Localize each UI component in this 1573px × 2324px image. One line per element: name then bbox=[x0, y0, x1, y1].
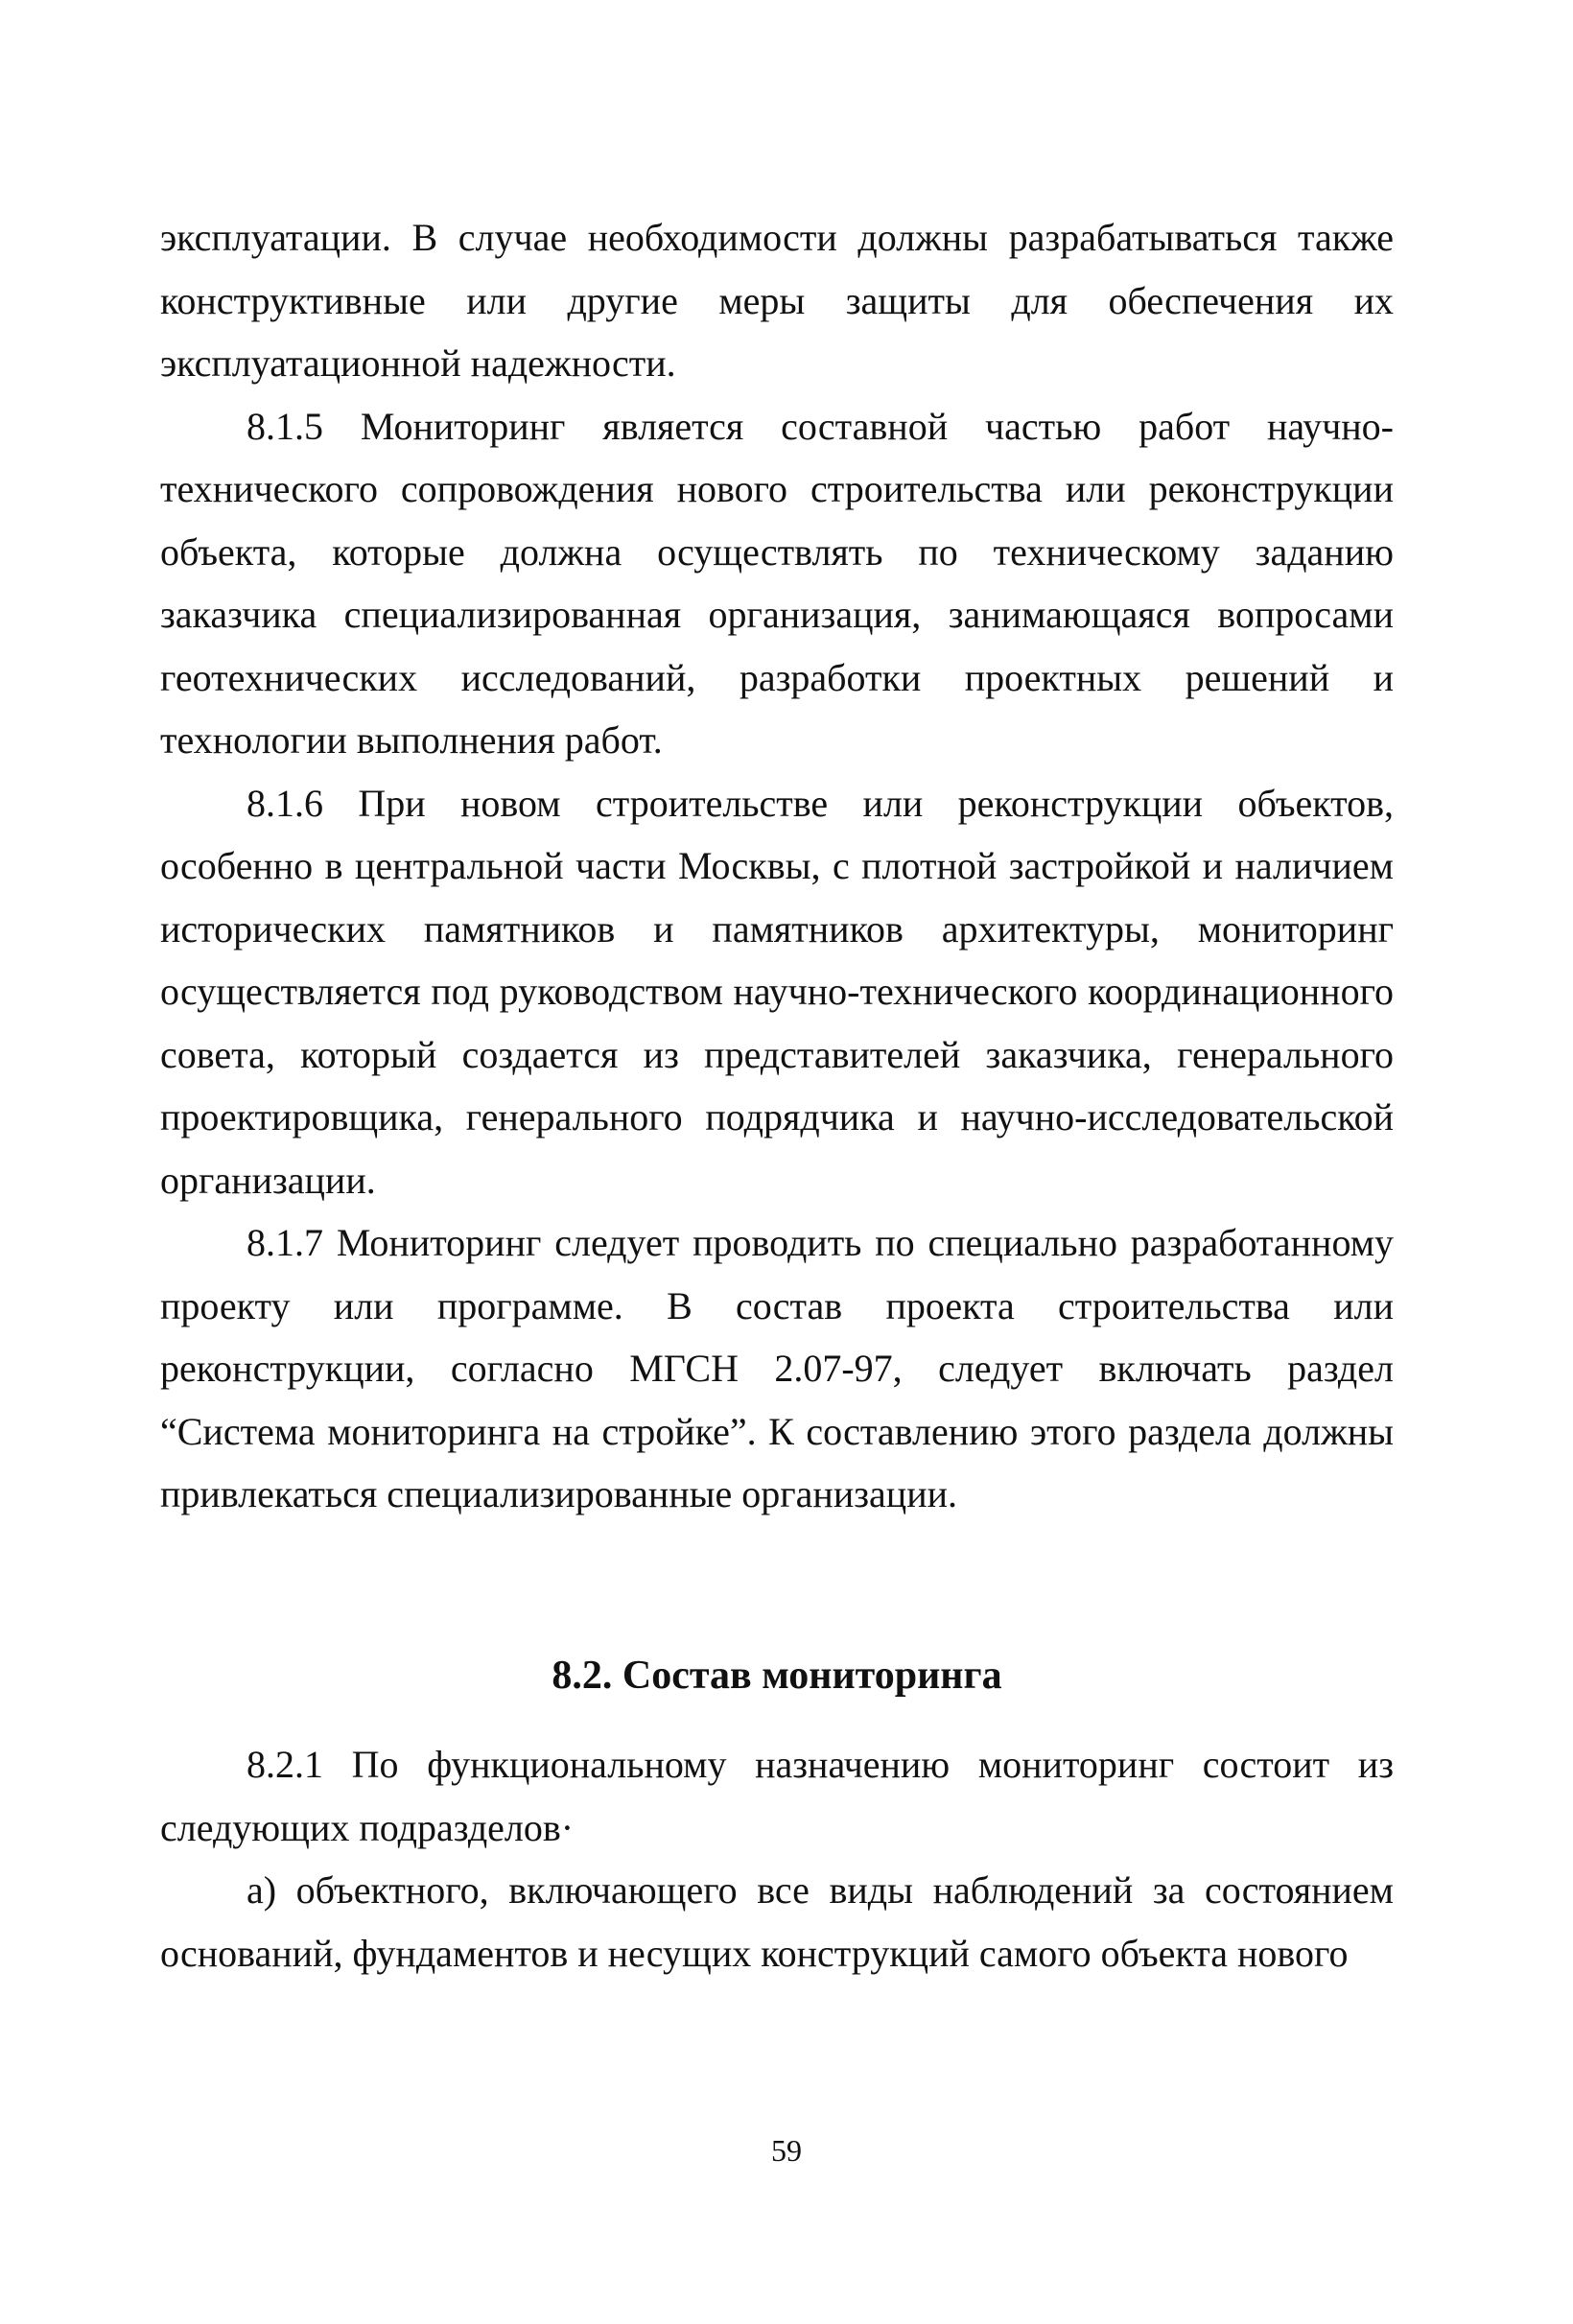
section-8-1-text bbox=[160, 206, 1394, 1526]
paragraph-8-1-6: 8.1.6 При новом строительстве или реконструкции объектов, особенно в центральной части Москвы, с плотной застройкой и наличием исторических памятников и памятников архитектуры, мониторинг осуществляется под руководством научно-технического координационного совета, который создается из представителей заказчика, генерального проектировщика, генерального подрядчика и научно-исследовательской организации. bbox=[160, 781, 1394, 1202]
paragraph-8-1-7: 8.1.7 Мониторинг следует проводить по специально разработанному проекту или программе. В состав проекта строительства или реконструкции, согласно МГСН 2.07-97, следует включать раздел “Система мониторинга на стройке”. К составлению этого раздела должны привлекаться специализированные организации. bbox=[160, 1221, 1394, 1515]
paragraph-8-1-5: 8.1.5 Мониторинг является составной частью работ научно-технического сопровождения нового строительства или реконструкции объекта, которые должна осуществлять по техническому заданию заказчика специализированная организация, занимающаяся вопросами геотехнических исследований, разработки проектных решений и технологии выполнения работ. bbox=[160, 404, 1394, 762]
paragraph-a: а) объектного, включающего все виды наблюдений за состоянием оснований, фундаментов и несущих конструкций самого объекта нового bbox=[160, 1868, 1394, 1975]
paragraph-continuation: эксплуатации. В случае необходимости должны разрабатываться также конструктивные или другие меры защиты для обеспечения их эксплуатационной надежности. bbox=[160, 216, 1394, 385]
section-8-2-text bbox=[160, 1733, 1394, 1984]
paragraph-8-2-1: 8.2.1 По функциональному назначению мониторинг состоит из следующих подразделов· bbox=[160, 1743, 1394, 1849]
page-number: 59 bbox=[771, 2133, 802, 2168]
section-heading-8-2: 8.2. Состав мониторинга bbox=[552, 1654, 1002, 1698]
